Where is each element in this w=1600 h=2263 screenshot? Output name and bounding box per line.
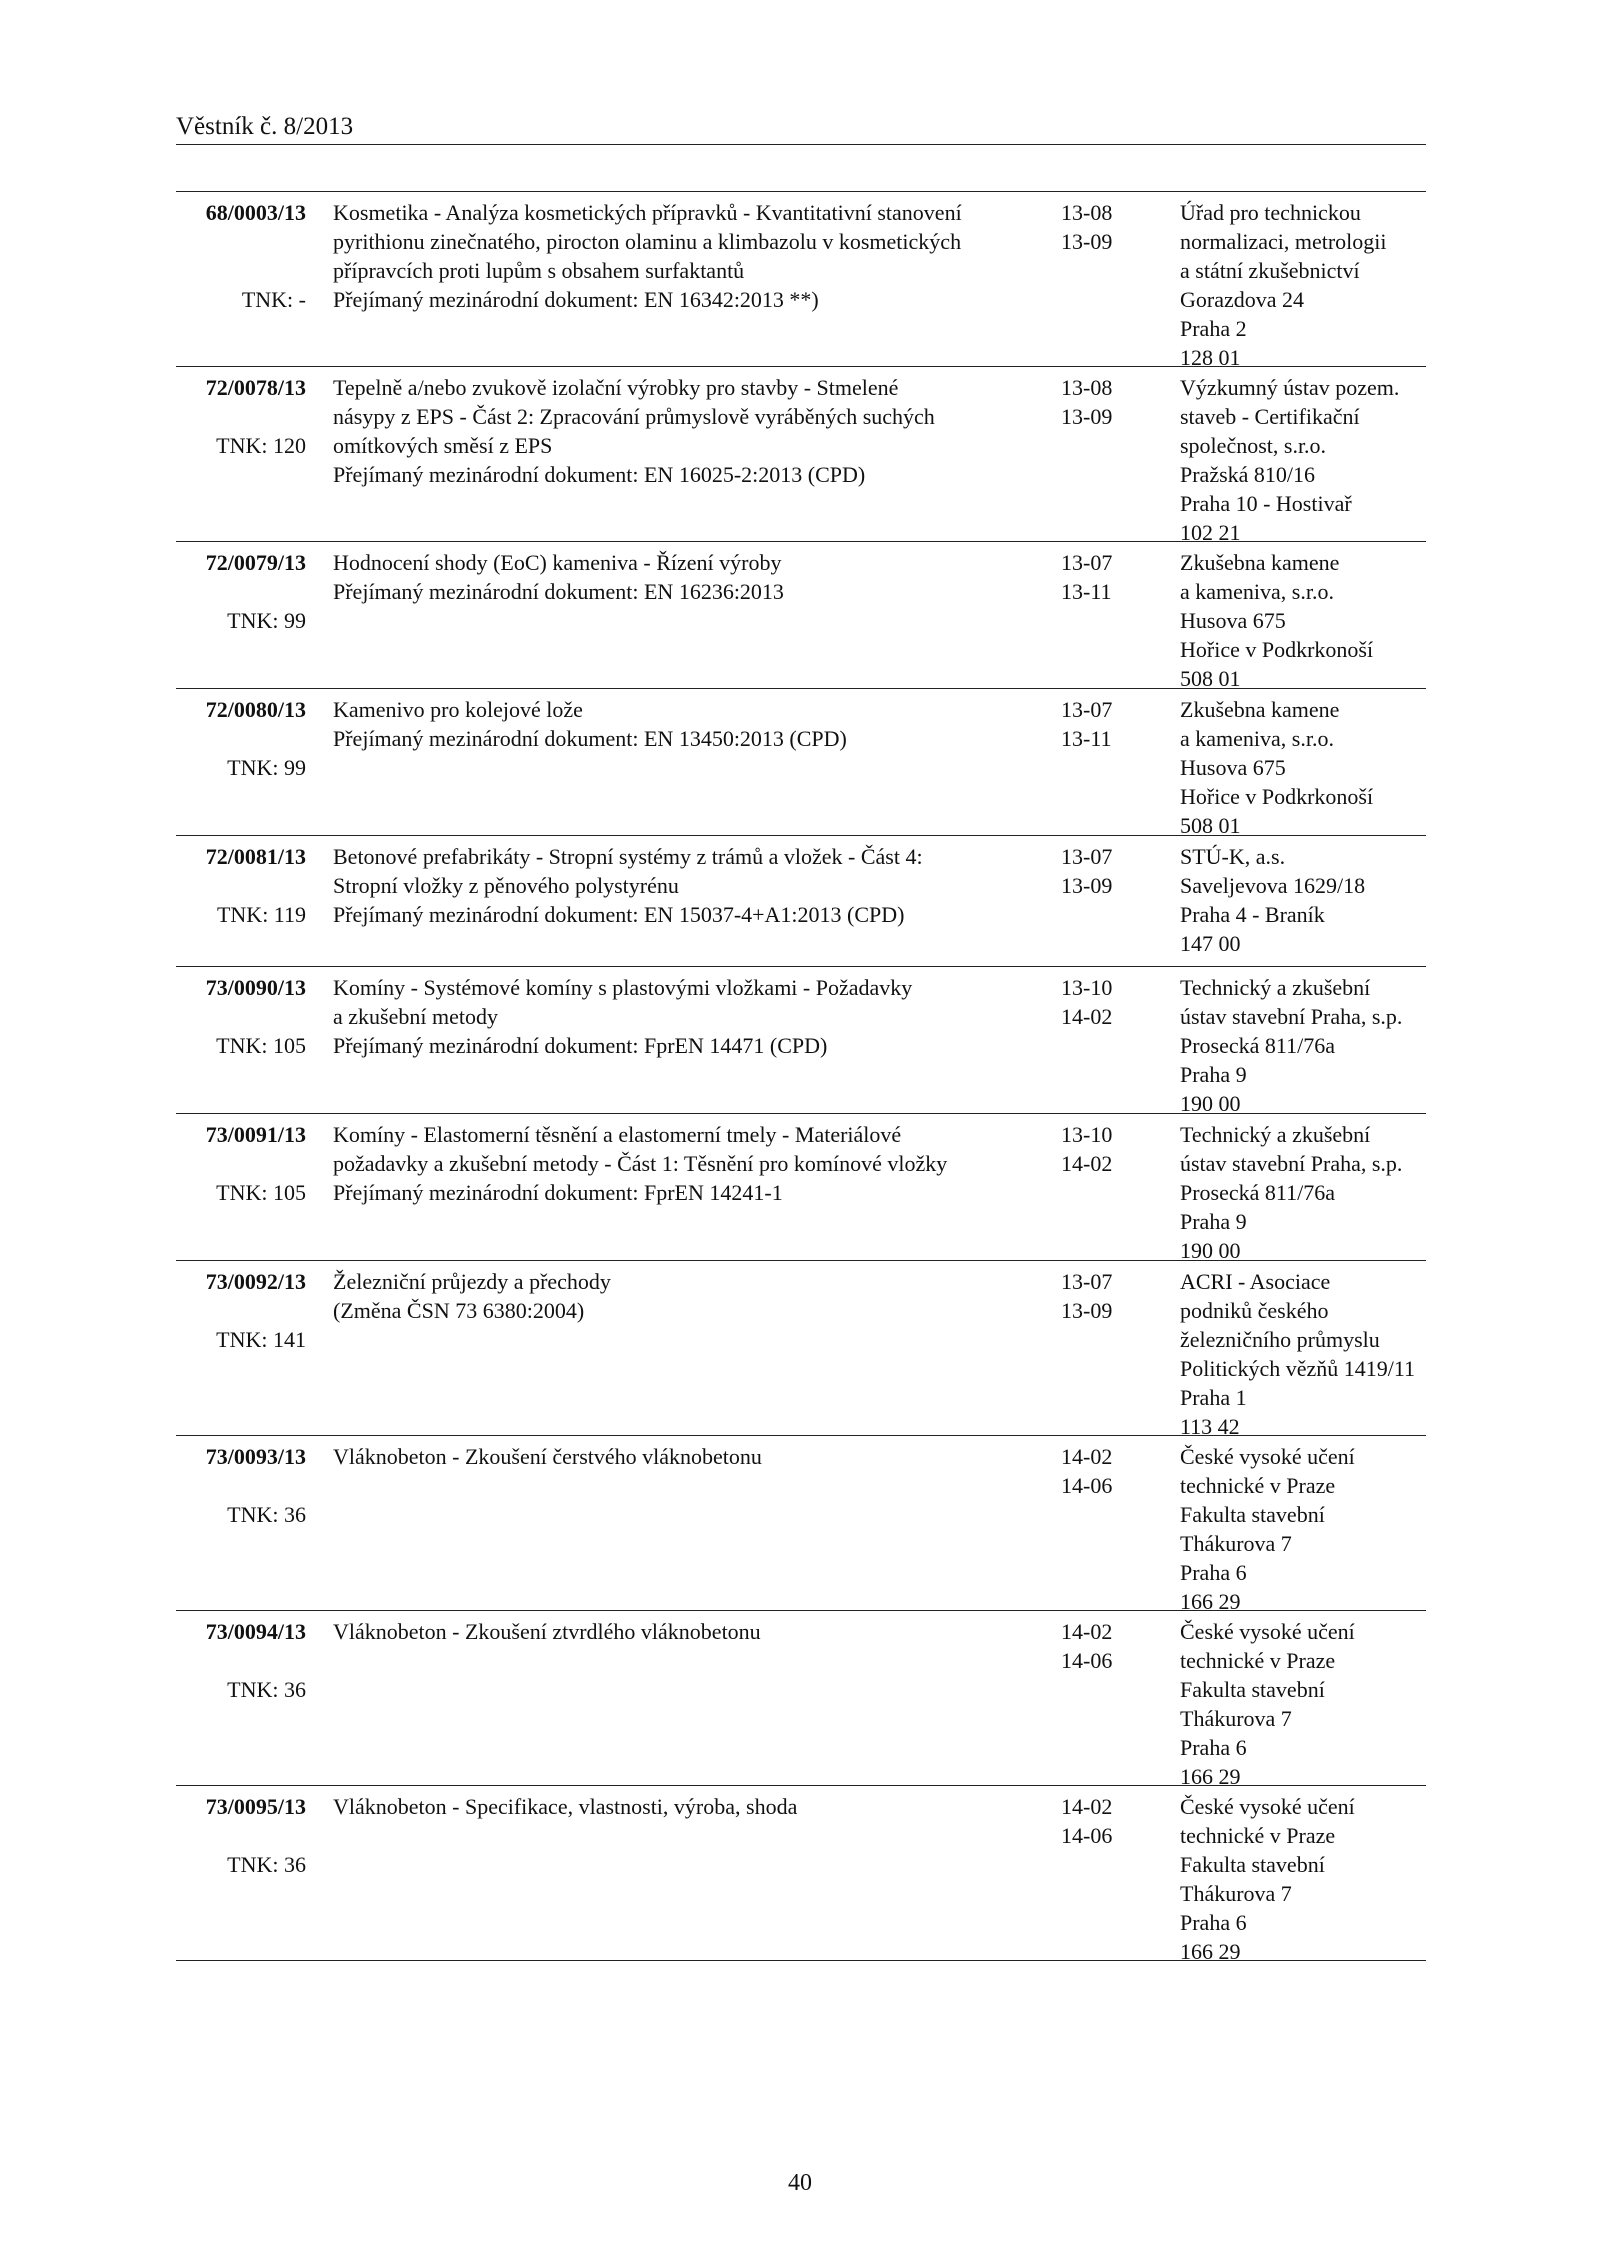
row-tnk: TNK: 105 <box>216 1180 306 1205</box>
row-tnk: TNK: 36 <box>227 1502 306 1527</box>
header-title: Věstník č. 8/2013 <box>176 113 354 140</box>
date-value: 13-09 <box>1061 229 1113 254</box>
row-organization <box>1180 198 1430 372</box>
row-id-cell <box>176 695 306 782</box>
date-value: 13-09 <box>1061 1298 1113 1323</box>
organization-line: Gorazdova 24 <box>1180 287 1305 312</box>
description-line: Vláknobeton - Zkoušení čerstvého vláknobetonu <box>333 1444 762 1469</box>
row-dates <box>1061 548 1141 606</box>
table-row <box>176 967 1426 1114</box>
description-line: Přejímaný mezinárodní dokument: EN 16025-2:2013 (CPD) <box>333 462 866 487</box>
row-organization <box>1180 1267 1430 1441</box>
table-row <box>176 689 1426 836</box>
date-value: 14-02 <box>1061 1619 1113 1644</box>
row-dates <box>1061 973 1141 1031</box>
row-description <box>333 1120 1033 1207</box>
organization-line: železničního průmyslu <box>1180 1327 1380 1352</box>
organization-line: ústav stavební Praha, s.p. <box>1180 1004 1403 1029</box>
page-number: 40 <box>788 2170 812 2196</box>
organization-line: České vysoké učení <box>1180 1444 1355 1469</box>
description-line: Vláknobeton - Specifikace, vlastnosti, výroba, shoda <box>333 1794 798 1819</box>
row-id-cell <box>176 373 306 460</box>
row-description <box>333 1442 1033 1471</box>
row-dates <box>1061 1267 1141 1325</box>
row-code: 73/0095/13 <box>205 1794 306 1819</box>
description-line: Komíny - Systémové komíny s plastovými vložkami - Požadavky <box>333 975 913 1000</box>
date-value: 13-08 <box>1061 375 1113 400</box>
row-tnk: TNK: 36 <box>227 1852 306 1877</box>
row-id-cell <box>176 1792 306 1879</box>
row-organization <box>1180 973 1430 1118</box>
organization-line: ACRI - Asociace <box>1180 1269 1331 1294</box>
organization-line: Praha 10 - Hostivař <box>1180 491 1352 516</box>
description-line: Přejímaný mezinárodní dokument: EN 13450:2013 (CPD) <box>333 726 847 751</box>
date-value: 13-09 <box>1061 873 1113 898</box>
description-line: Přejímaný mezinárodní dokument: EN 16342:2013 **) <box>333 287 819 312</box>
date-value: 14-06 <box>1061 1823 1113 1848</box>
row-description <box>333 548 1033 606</box>
row-dates <box>1061 198 1141 256</box>
row-id-cell <box>176 973 306 1060</box>
organization-line: technické v Praze <box>1180 1648 1336 1673</box>
organization-line: STÚ-K, a.s. <box>1180 844 1286 869</box>
row-id-cell <box>176 1120 306 1207</box>
row-description <box>333 198 1033 314</box>
row-tnk: TNK: 120 <box>216 433 306 458</box>
organization-line: 128 01 <box>1180 345 1241 370</box>
row-description <box>333 842 1033 929</box>
organization-line: 190 00 <box>1180 1091 1241 1116</box>
date-value: 13-11 <box>1061 726 1112 751</box>
organization-line: technické v Praze <box>1180 1823 1336 1848</box>
row-organization <box>1180 548 1430 693</box>
date-value: 13-10 <box>1061 975 1113 1000</box>
organization-line: Saveljevova 1629/18 <box>1180 873 1366 898</box>
row-organization <box>1180 842 1430 958</box>
row-tnk: TNK: 99 <box>227 755 306 780</box>
date-value: 13-07 <box>1061 550 1113 575</box>
description-line: Hodnocení shody (EoC) kameniva - Řízení výroby <box>333 550 782 575</box>
description-line: Kamenivo pro kolejové lože <box>333 697 583 722</box>
description-line: Přejímaný mezinárodní dokument: FprEN 14471 (CPD) <box>333 1033 828 1058</box>
organization-line: Hořice v Podkrkonoší <box>1180 784 1374 809</box>
standards-table <box>176 191 1426 1964</box>
organization-line: Praha 9 <box>1180 1209 1247 1234</box>
date-value: 13-10 <box>1061 1122 1113 1147</box>
organization-line: a kameniva, s.r.o. <box>1180 726 1334 751</box>
row-code: 72/0081/13 <box>205 844 306 869</box>
description-line: pyrithionu zinečnatého, pirocton olaminu a klimbazolu v kosmetických <box>333 229 962 254</box>
date-value: 13-07 <box>1061 844 1113 869</box>
organization-line: Pražská 810/16 <box>1180 462 1316 487</box>
row-id-cell <box>176 1617 306 1704</box>
organization-line: podniků českého <box>1180 1298 1329 1323</box>
row-code: 73/0093/13 <box>205 1444 306 1469</box>
organization-line: 166 29 <box>1180 1764 1241 1789</box>
row-description <box>333 1617 1033 1646</box>
organization-line: 190 00 <box>1180 1238 1241 1263</box>
date-value: 14-02 <box>1061 1151 1113 1176</box>
row-tnk: TNK: 141 <box>216 1327 306 1352</box>
organization-line: Fakulta stavební <box>1180 1502 1325 1527</box>
organization-line: 508 01 <box>1180 813 1241 838</box>
organization-line: staveb - Certifikační <box>1180 404 1360 429</box>
date-value: 13-08 <box>1061 200 1113 225</box>
row-dates <box>1061 1617 1141 1675</box>
row-description <box>333 973 1033 1060</box>
row-id-cell <box>176 198 306 314</box>
description-line: omítkových směsí z EPS <box>333 433 553 458</box>
organization-line: Fakulta stavební <box>1180 1677 1325 1702</box>
table-row <box>176 1436 1426 1614</box>
description-line: Přejímaný mezinárodní dokument: EN 16236:2013 <box>333 579 784 604</box>
organization-line: 147 00 <box>1180 931 1241 956</box>
organization-line: Praha 6 <box>1180 1735 1247 1760</box>
description-line: Železniční průjezdy a přechody <box>333 1269 611 1294</box>
date-value: 13-07 <box>1061 697 1113 722</box>
row-code: 73/0094/13 <box>205 1619 306 1644</box>
organization-line: Prosecká 811/76a <box>1180 1180 1335 1205</box>
row-organization <box>1180 1617 1430 1791</box>
organization-line: Thákurova 7 <box>1180 1531 1292 1556</box>
row-dates <box>1061 842 1141 900</box>
description-line: Stropní vložky z pěnového polystyrénu <box>333 873 679 898</box>
row-tnk: TNK: 36 <box>227 1677 306 1702</box>
date-value: 13-07 <box>1061 1269 1113 1294</box>
date-value: 14-02 <box>1061 1444 1113 1469</box>
row-code: 72/0078/13 <box>205 375 306 400</box>
organization-line: Thákurova 7 <box>1180 1881 1292 1906</box>
page-header <box>176 112 1426 145</box>
organization-line: Husova 675 <box>1180 608 1286 633</box>
row-description <box>333 1792 1033 1821</box>
description-line: požadavky a zkušební metody - Část 1: Těsnění pro komínové vložky <box>333 1151 948 1176</box>
date-value: 13-11 <box>1061 579 1112 604</box>
date-value: 14-06 <box>1061 1473 1113 1498</box>
row-tnk: TNK: 119 <box>216 902 306 927</box>
row-dates <box>1061 695 1141 753</box>
organization-line: Politických vězňů 1419/11 <box>1180 1356 1416 1381</box>
organization-line: technické v Praze <box>1180 1473 1336 1498</box>
row-organization <box>1180 1120 1430 1265</box>
row-dates <box>1061 1120 1141 1178</box>
description-line: Přejímaný mezinárodní dokument: EN 15037-4+A1:2013 (CPD) <box>333 902 905 927</box>
organization-line: Praha 9 <box>1180 1062 1247 1087</box>
organization-line: společnost, s.r.o. <box>1180 433 1327 458</box>
organization-line: 166 29 <box>1180 1589 1241 1614</box>
description-line: Přejímaný mezinárodní dokument: FprEN 14241-1 <box>333 1180 783 1205</box>
description-line: Betonové prefabrikáty - Stropní systémy z trámů a vložek - Část 4: <box>333 844 923 869</box>
organization-line: Fakulta stavební <box>1180 1852 1325 1877</box>
description-line: násypy z EPS - Část 2: Zpracování průmyslově vyráběných suchých <box>333 404 935 429</box>
row-code: 73/0090/13 <box>205 975 306 1000</box>
organization-line: Thákurova 7 <box>1180 1706 1292 1731</box>
row-tnk: TNK: 99 <box>227 608 306 633</box>
row-description <box>333 1267 1033 1325</box>
row-tnk: TNK: - <box>241 287 306 312</box>
row-code: 72/0079/13 <box>205 550 306 575</box>
organization-line: Praha 4 - Braník <box>1180 902 1325 927</box>
date-value: 14-02 <box>1061 1794 1113 1819</box>
date-value: 13-09 <box>1061 404 1113 429</box>
row-organization <box>1180 1442 1430 1616</box>
organization-line: normalizaci, metrologii <box>1180 229 1387 254</box>
row-dates <box>1061 1792 1141 1850</box>
organization-line: a kameniva, s.r.o. <box>1180 579 1334 604</box>
organization-line: Praha 1 <box>1180 1385 1247 1410</box>
row-code: 73/0091/13 <box>205 1122 306 1147</box>
description-line: Kosmetika - Analýza kosmetických přípravků - Kvantitativní stanovení <box>333 200 962 225</box>
organization-line: a státní zkušebnictví <box>1180 258 1360 283</box>
row-id-cell <box>176 548 306 635</box>
row-dates <box>1061 373 1141 431</box>
row-id-cell <box>176 1267 306 1354</box>
organization-line: 508 01 <box>1180 666 1241 691</box>
organization-line: Úřad pro technickou <box>1180 200 1361 225</box>
description-line: a zkušební metody <box>333 1004 498 1029</box>
table-row <box>176 542 1426 689</box>
table-row <box>176 1786 1426 1964</box>
organization-line: Zkušebna kamene <box>1180 697 1340 722</box>
row-organization <box>1180 695 1430 840</box>
row-id-cell <box>176 1442 306 1529</box>
date-value: 14-06 <box>1061 1648 1113 1673</box>
organization-line: České vysoké učení <box>1180 1619 1355 1644</box>
row-id-cell <box>176 842 306 929</box>
row-organization <box>1180 373 1430 547</box>
organization-line: České vysoké učení <box>1180 1794 1355 1819</box>
organization-line: Hořice v Podkrkonoší <box>1180 637 1374 662</box>
organization-line: 102 21 <box>1180 520 1241 545</box>
row-organization <box>1180 1792 1430 1966</box>
organization-line: Zkušebna kamene <box>1180 550 1340 575</box>
organization-line: Technický a zkušební <box>1180 975 1371 1000</box>
table-row <box>176 1261 1426 1439</box>
table-row <box>176 367 1426 545</box>
row-description <box>333 373 1033 489</box>
row-code: 73/0092/13 <box>205 1269 306 1294</box>
description-line: Komíny - Elastomerní těsnění a elastomerní tmely - Materiálové <box>333 1122 902 1147</box>
row-description <box>333 695 1033 753</box>
table-row <box>176 1114 1426 1261</box>
organization-line: Prosecká 811/76a <box>1180 1033 1335 1058</box>
row-tnk: TNK: 105 <box>216 1033 306 1058</box>
organization-line: Husova 675 <box>1180 755 1286 780</box>
date-value: 14-02 <box>1061 1004 1113 1029</box>
description-line: Tepelně a/nebo zvukově izolační výrobky pro stavby - Stmelené <box>333 375 899 400</box>
description-line: přípravcích proti lupům s obsahem surfaktantů <box>333 258 745 283</box>
organization-line: Výzkumný ústav pozem. <box>1180 375 1400 400</box>
row-code: 72/0080/13 <box>205 697 306 722</box>
table-row <box>176 836 1426 967</box>
organization-line: ústav stavební Praha, s.p. <box>1180 1151 1403 1176</box>
description-line: Vláknobeton - Zkoušení ztvrdlého vláknobetonu <box>333 1619 761 1644</box>
description-line: (Změna ČSN 73 6380:2004) <box>333 1298 585 1323</box>
organization-line: Technický a zkušební <box>1180 1122 1371 1147</box>
organization-line: Praha 6 <box>1180 1910 1247 1935</box>
organization-line: Praha 6 <box>1180 1560 1247 1585</box>
table-row <box>176 192 1426 370</box>
organization-line: 166 29 <box>1180 1939 1241 1964</box>
organization-line: 113 42 <box>1180 1414 1240 1439</box>
row-dates <box>1061 1442 1141 1500</box>
row-code: 68/0003/13 <box>205 200 306 225</box>
table-row <box>176 1611 1426 1789</box>
organization-line: Praha 2 <box>1180 316 1247 341</box>
